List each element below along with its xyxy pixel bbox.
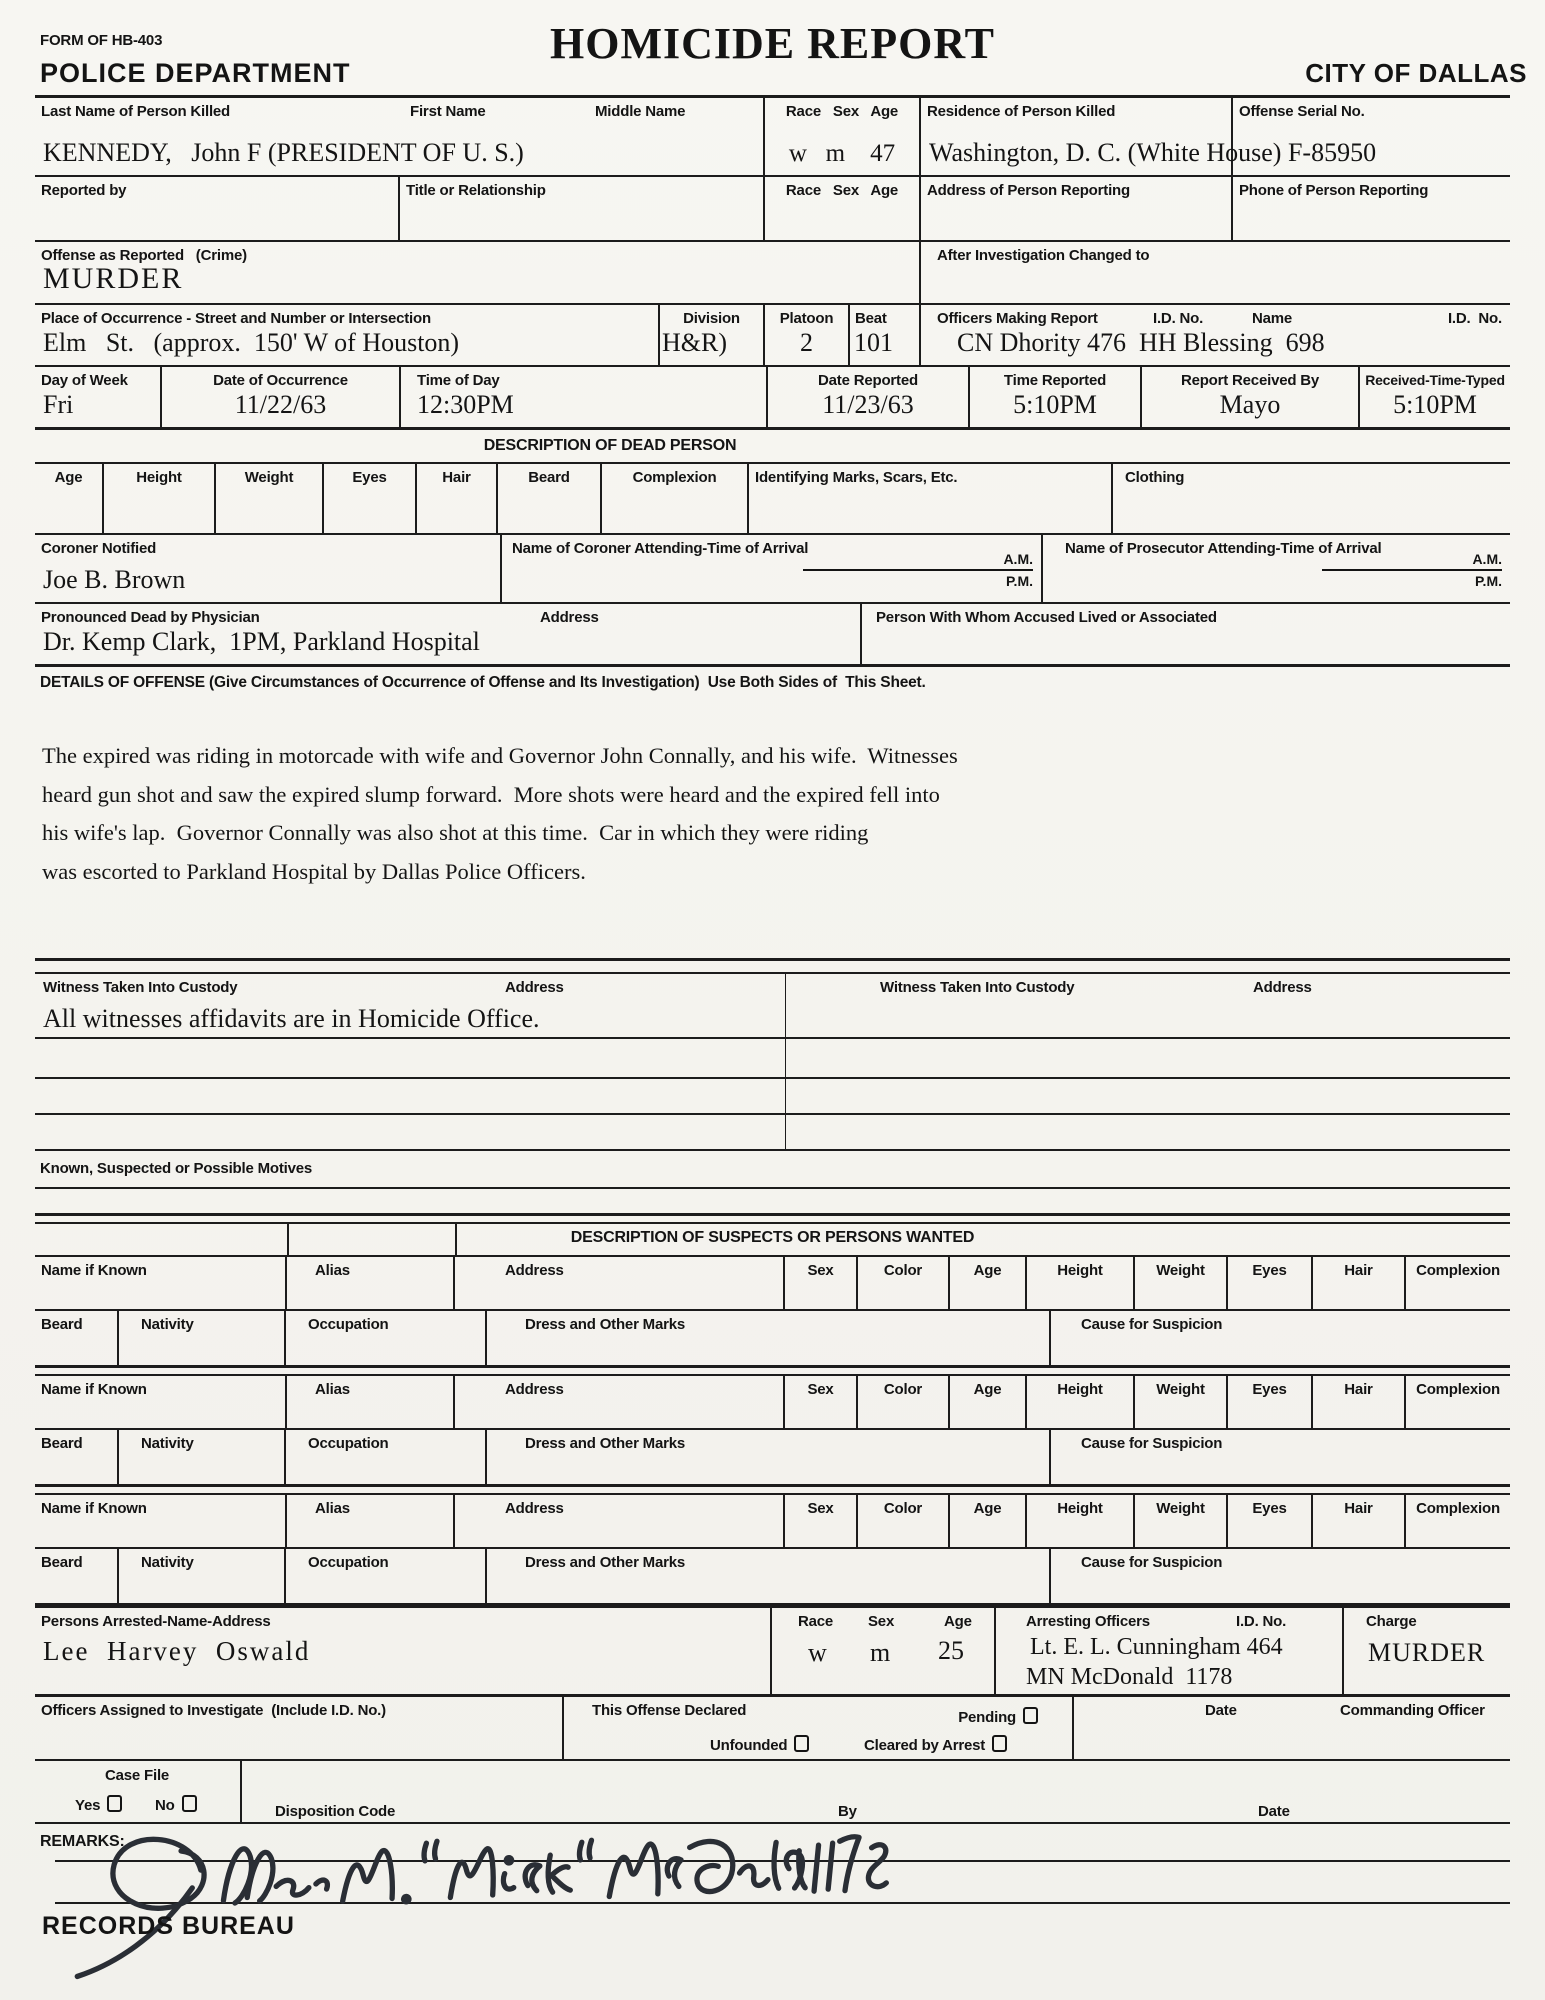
offense-value: MURDER [43,262,184,295]
complexion-label: Complexion [632,469,717,486]
beard-label: Beard [528,469,570,486]
reporting-address-cell [921,177,1233,240]
nativity-label: Nativity [141,1435,194,1452]
height-label: Height [1057,1381,1103,1398]
date-commanding-cell [1074,1697,1510,1759]
persons-arrested-value: Lee Harvey Oswald [43,1636,311,1666]
cause-suspicion-label: Cause for Suspicion [1081,1554,1223,1571]
platoon-label: Platoon [779,310,834,327]
charge-label: Charge [1366,1613,1417,1630]
eyes-label: Eyes [1252,1381,1287,1398]
reporting-row [35,175,1510,240]
last-name-label: Last Name of Person Killed [41,103,231,120]
unfounded-checkbox-label: Unfounded [710,1735,809,1754]
name-if-known-label: Name if Known [41,1500,147,1517]
commanding-officer-label: Commanding Officer [1340,1702,1485,1719]
eyes-label: Eyes [1252,1500,1287,1517]
time-of-day-cell [401,367,768,427]
arresting-officer-2: MN McDonald 1178 [1026,1664,1233,1690]
divider [35,1149,1510,1151]
weight-label: Weight [1156,1500,1205,1517]
coroner-attending-cell [502,535,1043,602]
eyes-label: Eyes [352,469,387,486]
color-label: Color [883,1500,923,1517]
offense-declared-label: This Offense Declared [592,1702,747,1719]
height-label: Height [1057,1262,1103,1279]
age-label: Age [54,469,83,486]
age-value: 25 [938,1636,964,1665]
clothing-label: Clothing [1125,469,1185,486]
suspect-block [35,1493,1510,1606]
cleared-checkbox [992,1735,1007,1752]
cause-suspicion-label: Cause for Suspicion [1081,1316,1223,1333]
occupation-label: Occupation [308,1554,389,1571]
hair-label: Hair [1344,1262,1373,1279]
am-label: A.M. [1472,551,1502,567]
id-no-label: I.D. No. [1153,310,1204,327]
unfounded-checkbox [794,1735,809,1752]
address-label: Address [505,1262,564,1279]
title-relationship-label: Title or Relationship [406,182,546,199]
narrative-line: his wife's lap. Governor Connally was also shot at this time. Car in which they were riding [42,820,869,845]
case-file-label: Case File [105,1767,170,1784]
beat-cell [850,305,921,365]
signature [59,1805,892,1983]
offense-cell [35,242,921,303]
witness-custody-label: Witness Taken Into Custody [880,979,1075,996]
arresting-officers-label: Arresting Officers [1026,1613,1150,1630]
sex-label: Sex [807,1262,834,1279]
weight-label: Weight [1156,1262,1205,1279]
name-label: Name [1252,310,1293,327]
title-relationship-cell [400,177,765,240]
persons-arrested-cell [35,1608,772,1694]
officers-assigned-label: Officers Assigned to Investigate (Include I.D. No.) [41,1702,386,1719]
address-label: Address [540,609,599,626]
report-received-by-cell [1142,367,1360,427]
division-value: H&R) [662,328,727,357]
height-label: Height [136,469,182,486]
victim-name-value: KENNEDY, John F (PRESIDENT OF U. S.) [43,138,524,167]
prosecutor-attending-label: Name of Prosecutor Attending-Time of Arrival [1065,540,1382,557]
dates-row [35,365,1510,430]
color-label: Color [883,1381,923,1398]
weight-label: Weight [1156,1381,1205,1398]
arrested-race-sex-age-cell [772,1608,996,1694]
identifying-marks-label: Identifying Marks, Scars, Etc. [755,469,958,486]
date-reported-label: Date Reported [818,372,918,389]
complexion-label: Complexion [1416,1500,1500,1517]
received-time-typed-value: 5:10PM [1393,390,1477,419]
eyes-label: Eyes [1252,1262,1287,1279]
age-label: Age [973,1262,1002,1279]
middle-name-label: Middle Name [595,103,686,120]
coroner-notified-value: Joe B. Brown [43,565,186,594]
suspects-section [35,1213,1510,1607]
residence-label: Residence of Person Killed [927,103,1116,120]
after-investigation-cell [921,242,1510,303]
charge-cell [1344,1608,1510,1694]
reporting-race-sex-age-cell [765,177,921,240]
time-of-day-label: Time of Day [417,372,500,389]
sex-value: m [870,1638,891,1667]
yes-checkbox [107,1795,122,1812]
witness-value: All witnesses affidavits are in Homicide Office. [43,1004,540,1033]
sex-label: Sex [807,1500,834,1517]
id-no-label: I.D. No. [1236,1613,1287,1630]
prosecutor-attending-cell [1043,535,1510,602]
victim-name-cell [35,98,765,175]
arresting-officers-cell [996,1608,1344,1694]
coroner-row [35,535,1510,602]
officers-making-report-value: CN Dhority 476 HH Blessing 698 [957,328,1325,357]
victim-race-sex-age-cell [765,98,921,175]
nativity-label: Nativity [141,1554,194,1571]
offense-label: Offense as Reported (Crime) [41,247,247,264]
date-label: Date [1205,1702,1237,1719]
dress-marks-label: Dress and Other Marks [525,1554,686,1571]
pending-checkbox [1023,1707,1038,1724]
no-checkbox [182,1795,197,1812]
pronounced-dead-label: Pronounced Dead by Physician [41,609,260,626]
coroner-notified-label: Coroner Notified [41,540,157,557]
person-associated-cell [862,604,1510,664]
person-associated-label: Person With Whom Accused Lived or Associated [876,609,1217,626]
first-name-label: First Name [410,103,486,120]
day-of-week-label: Day of Week [41,372,128,389]
divider [35,1037,1510,1039]
race-value: w [808,1638,827,1667]
name-if-known-label: Name if Known [41,1381,147,1398]
time-reported-label: Time Reported [1003,372,1107,389]
nativity-label: Nativity [141,1316,194,1333]
dead-clothing-cell [1113,464,1510,533]
residence-value: Washington, D. C. (White House) F-85950 [929,138,1377,167]
narrative-line: was escorted to Parkland Hospital by Dallas Police Officers. [42,858,586,884]
reporting-phone-label: Phone of Person Reporting [1239,182,1429,199]
beat-label: Beat [855,310,887,327]
physician-value: Dr. Kemp Clark, 1PM, Parkland Hospital [43,627,480,656]
pm-label: P.M. [1322,569,1502,589]
divider [35,1187,1510,1189]
am-pm-field [803,551,1033,589]
beard-label: Beard [41,1554,83,1571]
complexion-label: Complexion [1416,1381,1500,1398]
pm-label: P.M. [803,569,1033,589]
dead-beard-cell [498,464,602,533]
race-label: Race [798,1613,834,1630]
department-title: POLICE DEPARTMENT [40,58,351,88]
height-label: Height [1057,1500,1103,1517]
dead-complexion-cell [602,464,749,533]
witness-section [35,958,1510,1152]
divider [35,972,1510,974]
occupation-label: Occupation [308,1316,389,1333]
alias-label: Alias [315,1262,350,1279]
divider [240,1761,242,1824]
place-label: Place of Occurrence - Street and Number or Intersection [41,310,431,327]
time-reported-cell [970,367,1142,427]
sex-label: Sex [807,1381,834,1398]
dress-marks-label: Dress and Other Marks [525,1435,686,1452]
am-label: A.M. [1003,551,1033,567]
narrative-line: heard gun shot and saw the expired slump forward. More shots were heard and the expired fell into [42,781,940,807]
age-label: Age [973,1500,1002,1517]
am-pm-field [1322,551,1502,589]
cleared-checkbox-label: Cleared by Arrest [864,1735,1007,1754]
date-reported-value: 11/23/63 [822,390,914,419]
date-of-occurrence-cell [162,367,401,427]
address-label: Address [505,1381,564,1398]
time-reported-value: 5:10PM [1013,390,1097,419]
remarks-label: REMARKS: [40,1833,125,1850]
dead-marks-cell [749,464,1113,533]
name-if-known-label: Name if Known [41,1262,147,1279]
city-title: CITY OF DALLAS [1305,58,1527,88]
by-label: By [838,1803,857,1820]
division-label: Division [683,310,740,327]
place-value: Elm St. (approx. 150' W of Houston) [43,328,460,357]
received-time-typed-label: Received-Time-Typed [1365,372,1505,388]
physician-cell [35,604,862,664]
age-label: Age [973,1381,1002,1398]
yes-checkbox-label: Yes [75,1795,122,1814]
alias-label: Alias [315,1500,350,1517]
reporting-address-label: Address of Person Reporting [927,182,1130,199]
witness-custody-label: Witness Taken Into Custody [43,979,238,996]
pending-checkbox-label: Pending [958,1707,1038,1726]
division-cell [660,305,765,365]
platoon-cell [765,305,850,365]
divider [35,1113,1510,1115]
suspect-block [35,1374,1510,1487]
dead-height-cell [104,464,216,533]
coroner-notified-cell [35,535,502,602]
dead-weight-cell [216,464,324,533]
hair-label: Hair [1344,1500,1373,1517]
arrested-row [35,1605,1510,1697]
offense-narrative [42,737,1162,891]
dress-marks-label: Dress and Other Marks [525,1316,686,1333]
narrative-line: The expired was riding in motorcade with wife and Governor John Connally, and his wife. Witnesses [42,743,958,768]
complexion-label: Complexion [1416,1262,1500,1279]
weight-label: Weight [244,469,294,486]
serial-label: Offense Serial No. [1239,103,1365,120]
motives-label: Known, Suspected or Possible Motives [40,1160,313,1177]
received-time-typed-cell [1360,367,1510,427]
dead-eyes-cell [324,464,417,533]
day-of-week-value: Fri [43,390,74,419]
beard-label: Beard [41,1435,83,1452]
suspect-block [35,1255,1510,1368]
date-of-occurrence-label: Date of Occurrence [213,372,348,389]
officers-making-report-cell [921,305,1510,365]
form-number: FORM OF HB-403 [40,32,163,49]
charge-value: MURDER [1368,1638,1486,1667]
witness-address-label: Address [1253,979,1312,996]
reported-by-label: Reported by [41,182,127,199]
persons-arrested-label: Persons Arrested-Name-Address [41,1613,271,1630]
offense-declared-cell [564,1697,1074,1759]
divider [35,1213,1510,1216]
occupation-label: Occupation [308,1435,389,1452]
suspects-section-title: DESCRIPTION OF SUSPECTS OR PERSONS WANTED [570,1229,975,1246]
page-title: HOMICIDE REPORT [550,19,995,68]
beard-label: Beard [41,1316,83,1333]
report-received-by-label: Report Received By [1180,372,1320,389]
race-sex-age-label: Race Sex Age [785,103,899,120]
reported-by-cell [35,177,400,240]
place-row [35,303,1510,365]
place-cell [35,305,660,365]
date-reported-cell [768,367,970,427]
time-of-day-value: 12:30PM [417,390,514,419]
date-label: Date [1258,1803,1290,1820]
day-of-week-cell [35,367,162,427]
divider [35,1077,1510,1079]
id-no-label: I.D. No. [1447,310,1502,327]
alias-label: Alias [315,1381,350,1398]
race-sex-age-label: Race Sex Age [785,182,899,199]
after-investigation-label: After Investigation Changed to [937,247,1150,264]
offense-row [35,240,1510,303]
dead-age-cell [35,464,104,533]
divider [35,1222,1510,1224]
dead-hair-cell [417,464,498,533]
sex-label: Sex [868,1613,895,1630]
date-of-occurrence-value: 11/22/63 [234,390,327,419]
hair-label: Hair [1344,1381,1373,1398]
age-label: Age [944,1613,972,1630]
arresting-officer-1: Lt. E. L. Cunningham 464 [1030,1634,1283,1660]
officers-making-report-label: Officers Making Report [937,310,1098,327]
color-label: Color [883,1262,923,1279]
dead-person-table [35,462,1510,535]
declared-row [35,1697,1510,1759]
reporting-phone-cell [1233,177,1510,240]
divider [35,958,1510,961]
physician-row [35,602,1510,667]
report-received-by-value: Mayo [1219,390,1281,419]
victim-row [35,95,1510,175]
beat-value: 101 [854,328,893,357]
disposition-code-label: Disposition Code [275,1803,396,1820]
cause-suspicion-label: Cause for Suspicion [1081,1435,1223,1452]
coroner-attending-label: Name of Coroner Attending-Time of Arrival [512,540,809,557]
divider [785,972,786,1149]
race-sex-age-value: w m 47 [788,140,896,167]
dead-person-section-title: DESCRIPTION OF DEAD PERSON [483,437,737,454]
witness-address-label: Address [505,979,564,996]
details-of-offense-label: DETAILS OF OFFENSE (Give Circumstances of Occurrence of Offense and Its Investigation) Use Both Sides of This Sheet. [40,674,926,691]
hair-label: Hair [442,469,471,486]
address-label: Address [505,1500,564,1517]
platoon-value: 2 [800,328,813,357]
records-bureau-label: RECORDS BUREAU [42,1912,295,1940]
no-checkbox-label: No [155,1795,197,1814]
officers-assigned-cell [35,1697,564,1759]
